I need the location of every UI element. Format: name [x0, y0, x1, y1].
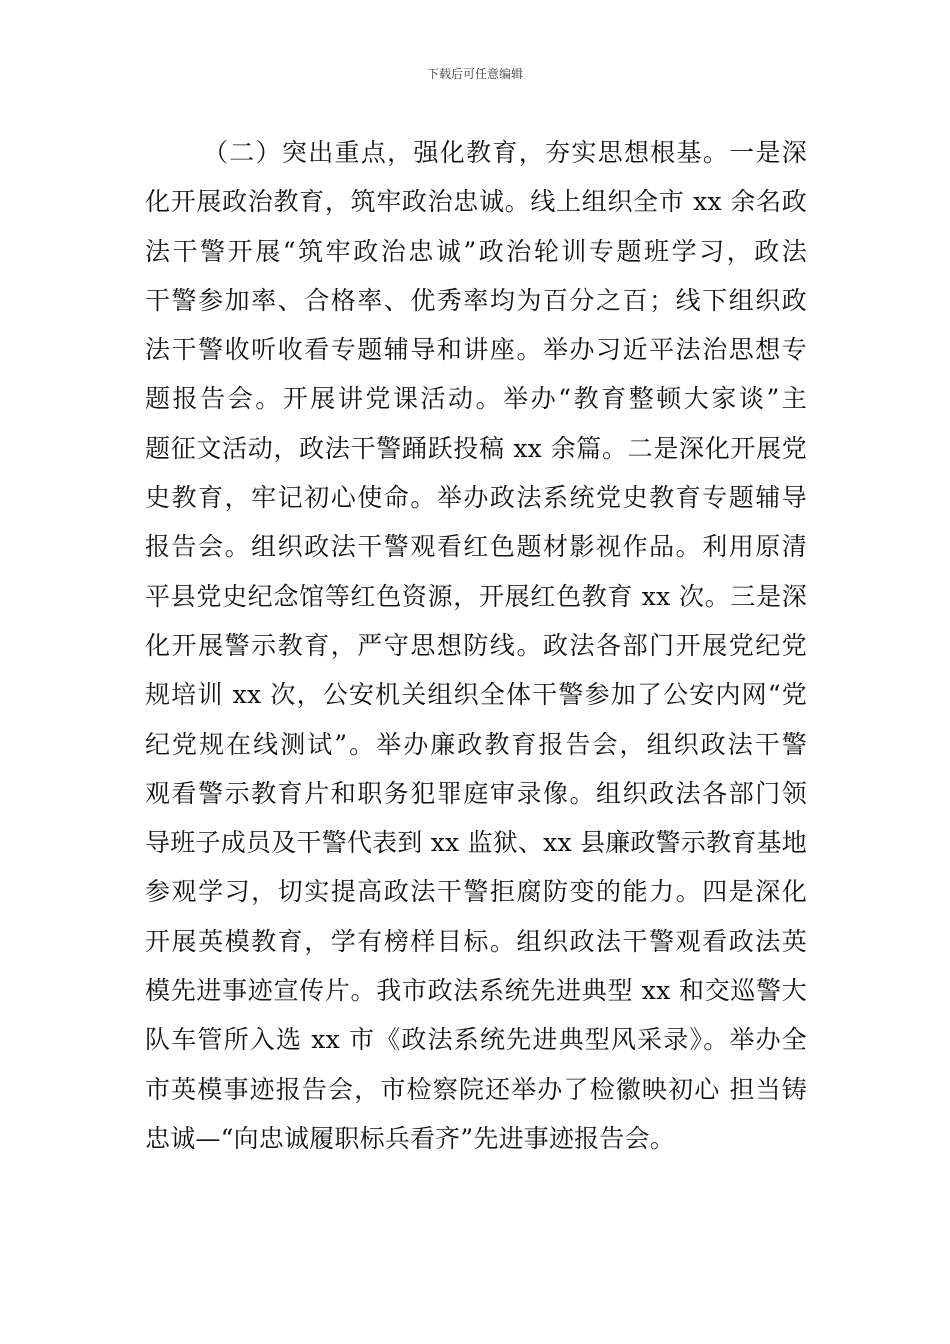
paragraph-line: （二）突出重点，强化教育，夯实思想根基。一是深: [203, 138, 807, 167]
page-header: 下载后可任意编辑: [426, 67, 523, 81]
paragraph-line: 纪党规在线测试”。举办廉政教育报告会，组织政法干警: [145, 729, 807, 759]
paragraph-line: 平县党史纪念馆等红色资源，开展红色教育 xx 次。三是深: [145, 581, 807, 611]
paragraph-line: 报告会。组织政法干警观看红色题材影视作品。利用原清: [145, 532, 807, 562]
paragraph-line: 干警参加率、合格率、优秀率均为百分之百；线下组织政: [145, 285, 807, 315]
paragraph-line: 法干警开展“筑牢政治忠诚”政治轮训专题班学习，政法: [145, 236, 807, 266]
paragraph-line: 化开展警示教育，严守思想防线。政法各部门开展党纪党: [145, 630, 807, 660]
paragraph-line: 观看警示教育片和职务犯罪庭审录像。组织政法各部门领: [145, 778, 807, 808]
paragraph-line: 参观学习，切实提高政法干警拒腐防变的能力。四是深化: [145, 877, 807, 907]
paragraph-line: 史教育，牢记初心使命。举办政法系统党史教育专题辅导: [145, 483, 807, 513]
paragraph-line: 规培训 xx 次，公安机关组织全体干警参加了公安内网“党: [145, 680, 807, 710]
paragraph-line: 市英模事迹报告会，市检察院还举办了检徽映初心 担当铸: [145, 1074, 807, 1104]
paragraph-line: 模先进事迹宣传片。我市政法系统先进典型 xx 和交巡警大: [145, 976, 807, 1006]
paragraph-line: 法干警收听收看专题辅导和讲座。举办习近平法治思想专: [145, 335, 807, 365]
paragraph-line: 忠诚—“向忠诚履职标兵看齐”先进事迹报告会。: [145, 1123, 675, 1153]
paragraph-line: 队车管所入选 xx 市《政法系统先进典型风采录》。举办全: [145, 1025, 807, 1055]
paragraph-line: 题征文活动，政法干警踊跃投稿 xx 余篇。二是深化开展党: [145, 433, 807, 463]
body-paragraph: [145, 128, 807, 1163]
paragraph-line: 开展英模教育，学有榜样目标。组织政法干警观看政法英: [145, 926, 807, 956]
paragraph-line: 化开展政治教育，筑牢政治忠诚。线上组织全市 xx 余名政: [145, 187, 807, 217]
paragraph-line: 题报告会。开展讲党课活动。举办“教育整顿大家谈”主: [145, 384, 807, 414]
paragraph-line: 导班子成员及干警代表到 xx 监狱、xx 县廉政警示教育基地: [145, 828, 807, 858]
